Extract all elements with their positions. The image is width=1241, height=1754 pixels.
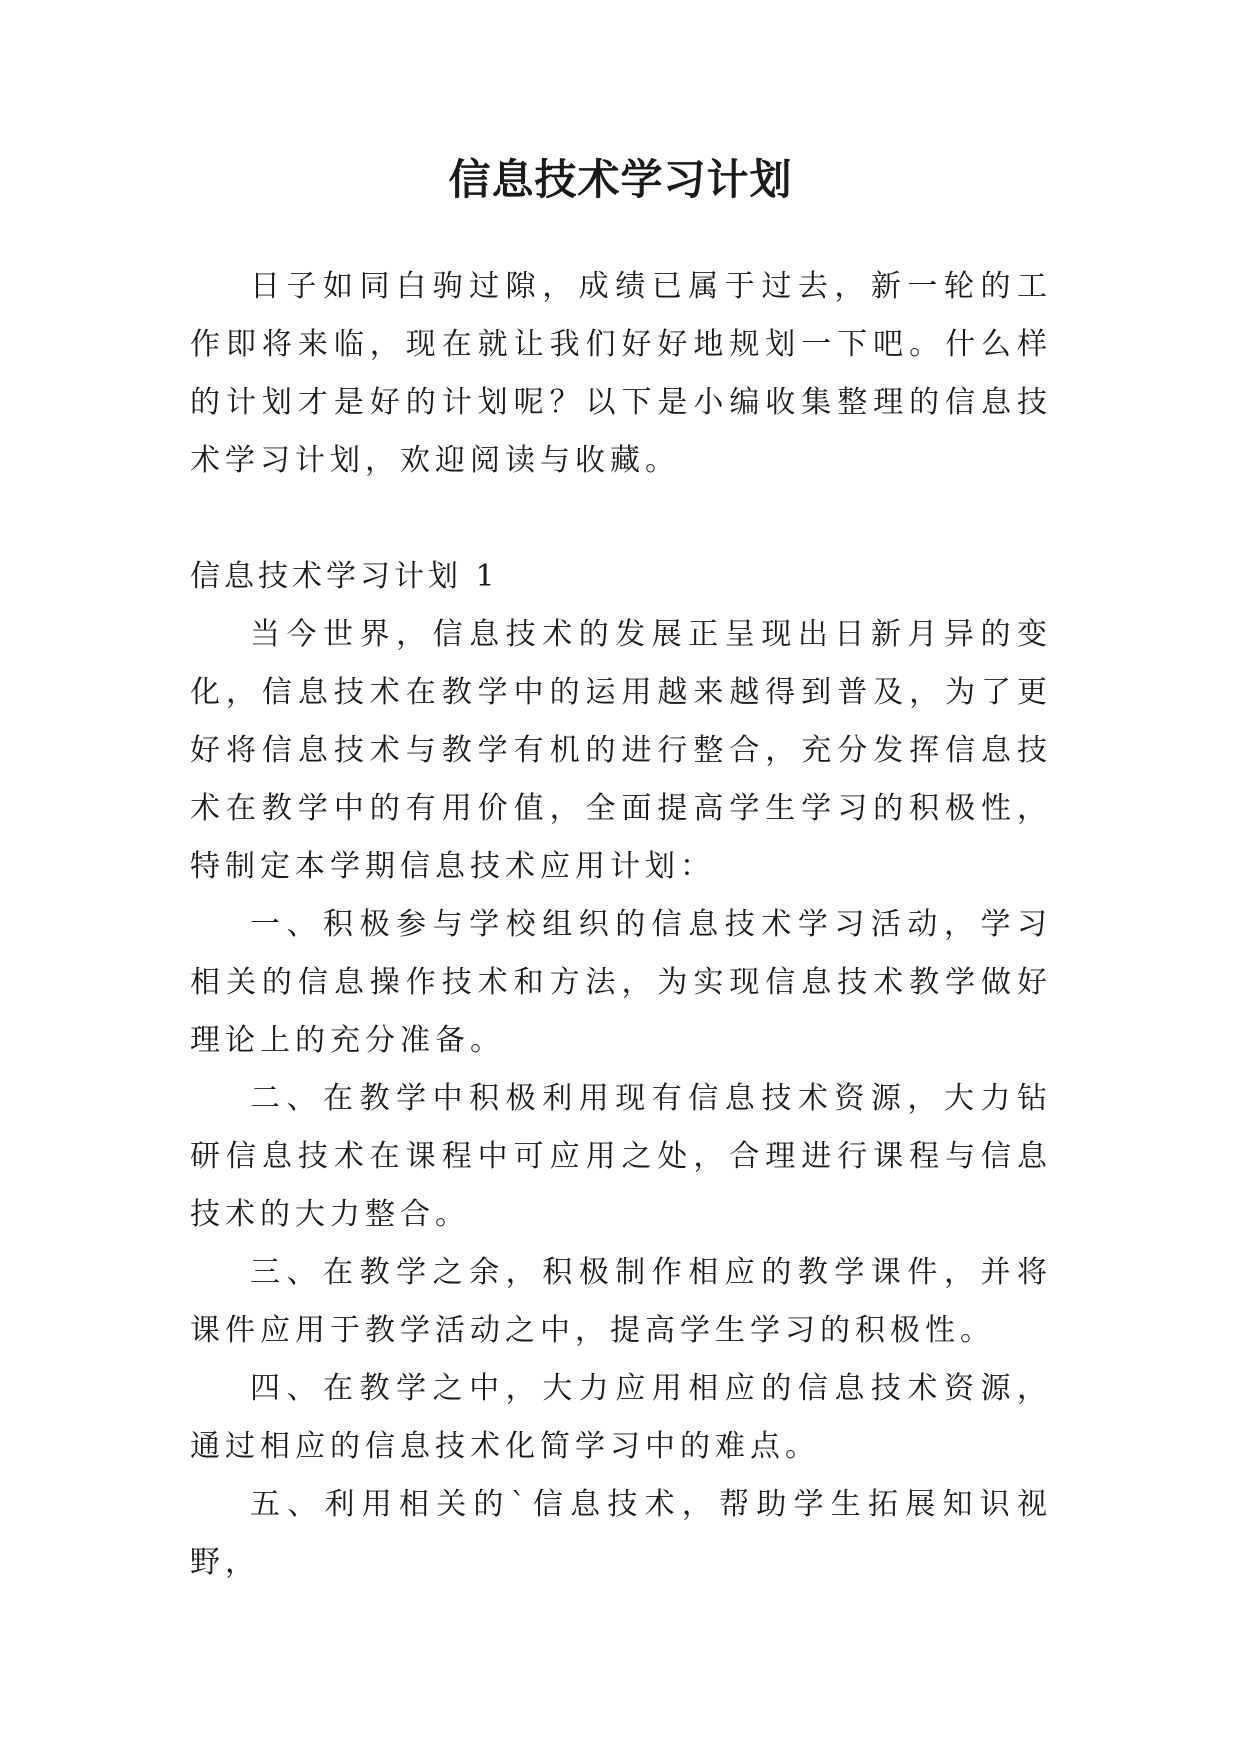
section-heading: 信息技术学习计划 1 (190, 559, 499, 594)
body-paragraph-2: 一、积极参与学校组织的信息技术学习活动，学习相关的信息操作技术和方法，为实现信息技术教学做好理论上的充分准备。 (190, 907, 1052, 1058)
document-body (190, 258, 1052, 1592)
body-paragraph-4: 三、在教学之余，积极制作相应的教学课件，并将课件应用于教学活动之中，提高学生学习的积极性。 (190, 1255, 1052, 1348)
body-paragraph-5: 四、在教学之中，大力应用相应的信息技术资源，通过相应的信息技术化简学习中的难点。 (190, 1371, 1052, 1464)
body-paragraph-1: 当今世界，信息技术的发展正呈现出日新月异的变化，信息技术在教学中的运用越来越得到普及，为了更好将信息技术与教学有机的进行整合，充分发挥信息技术在教学中的有用价值，全面提高学生学习的积极性，特制定本学期信息技术应用计划： (190, 617, 1052, 884)
body-paragraph-6: 五、利用相关的`信息技术，帮助学生拓展知识视野， (190, 1487, 1052, 1580)
intro-paragraph: 日子如同白驹过隙，成绩已属于过去，新一轮的工作即将来临，现在就让我们好好地规划一下吧。什么样的计划才是好的计划呢？以下是小编收集整理的信息技术学习计划，欢迎阅读与收藏。 (190, 269, 1052, 478)
body-paragraph-3: 二、在教学中积极利用现有信息技术资源，大力钻研信息技术在课程中可应用之处，合理进行课程与信息技术的大力整合。 (190, 1081, 1052, 1232)
document-title: 信息技术学习计划 (448, 155, 793, 204)
